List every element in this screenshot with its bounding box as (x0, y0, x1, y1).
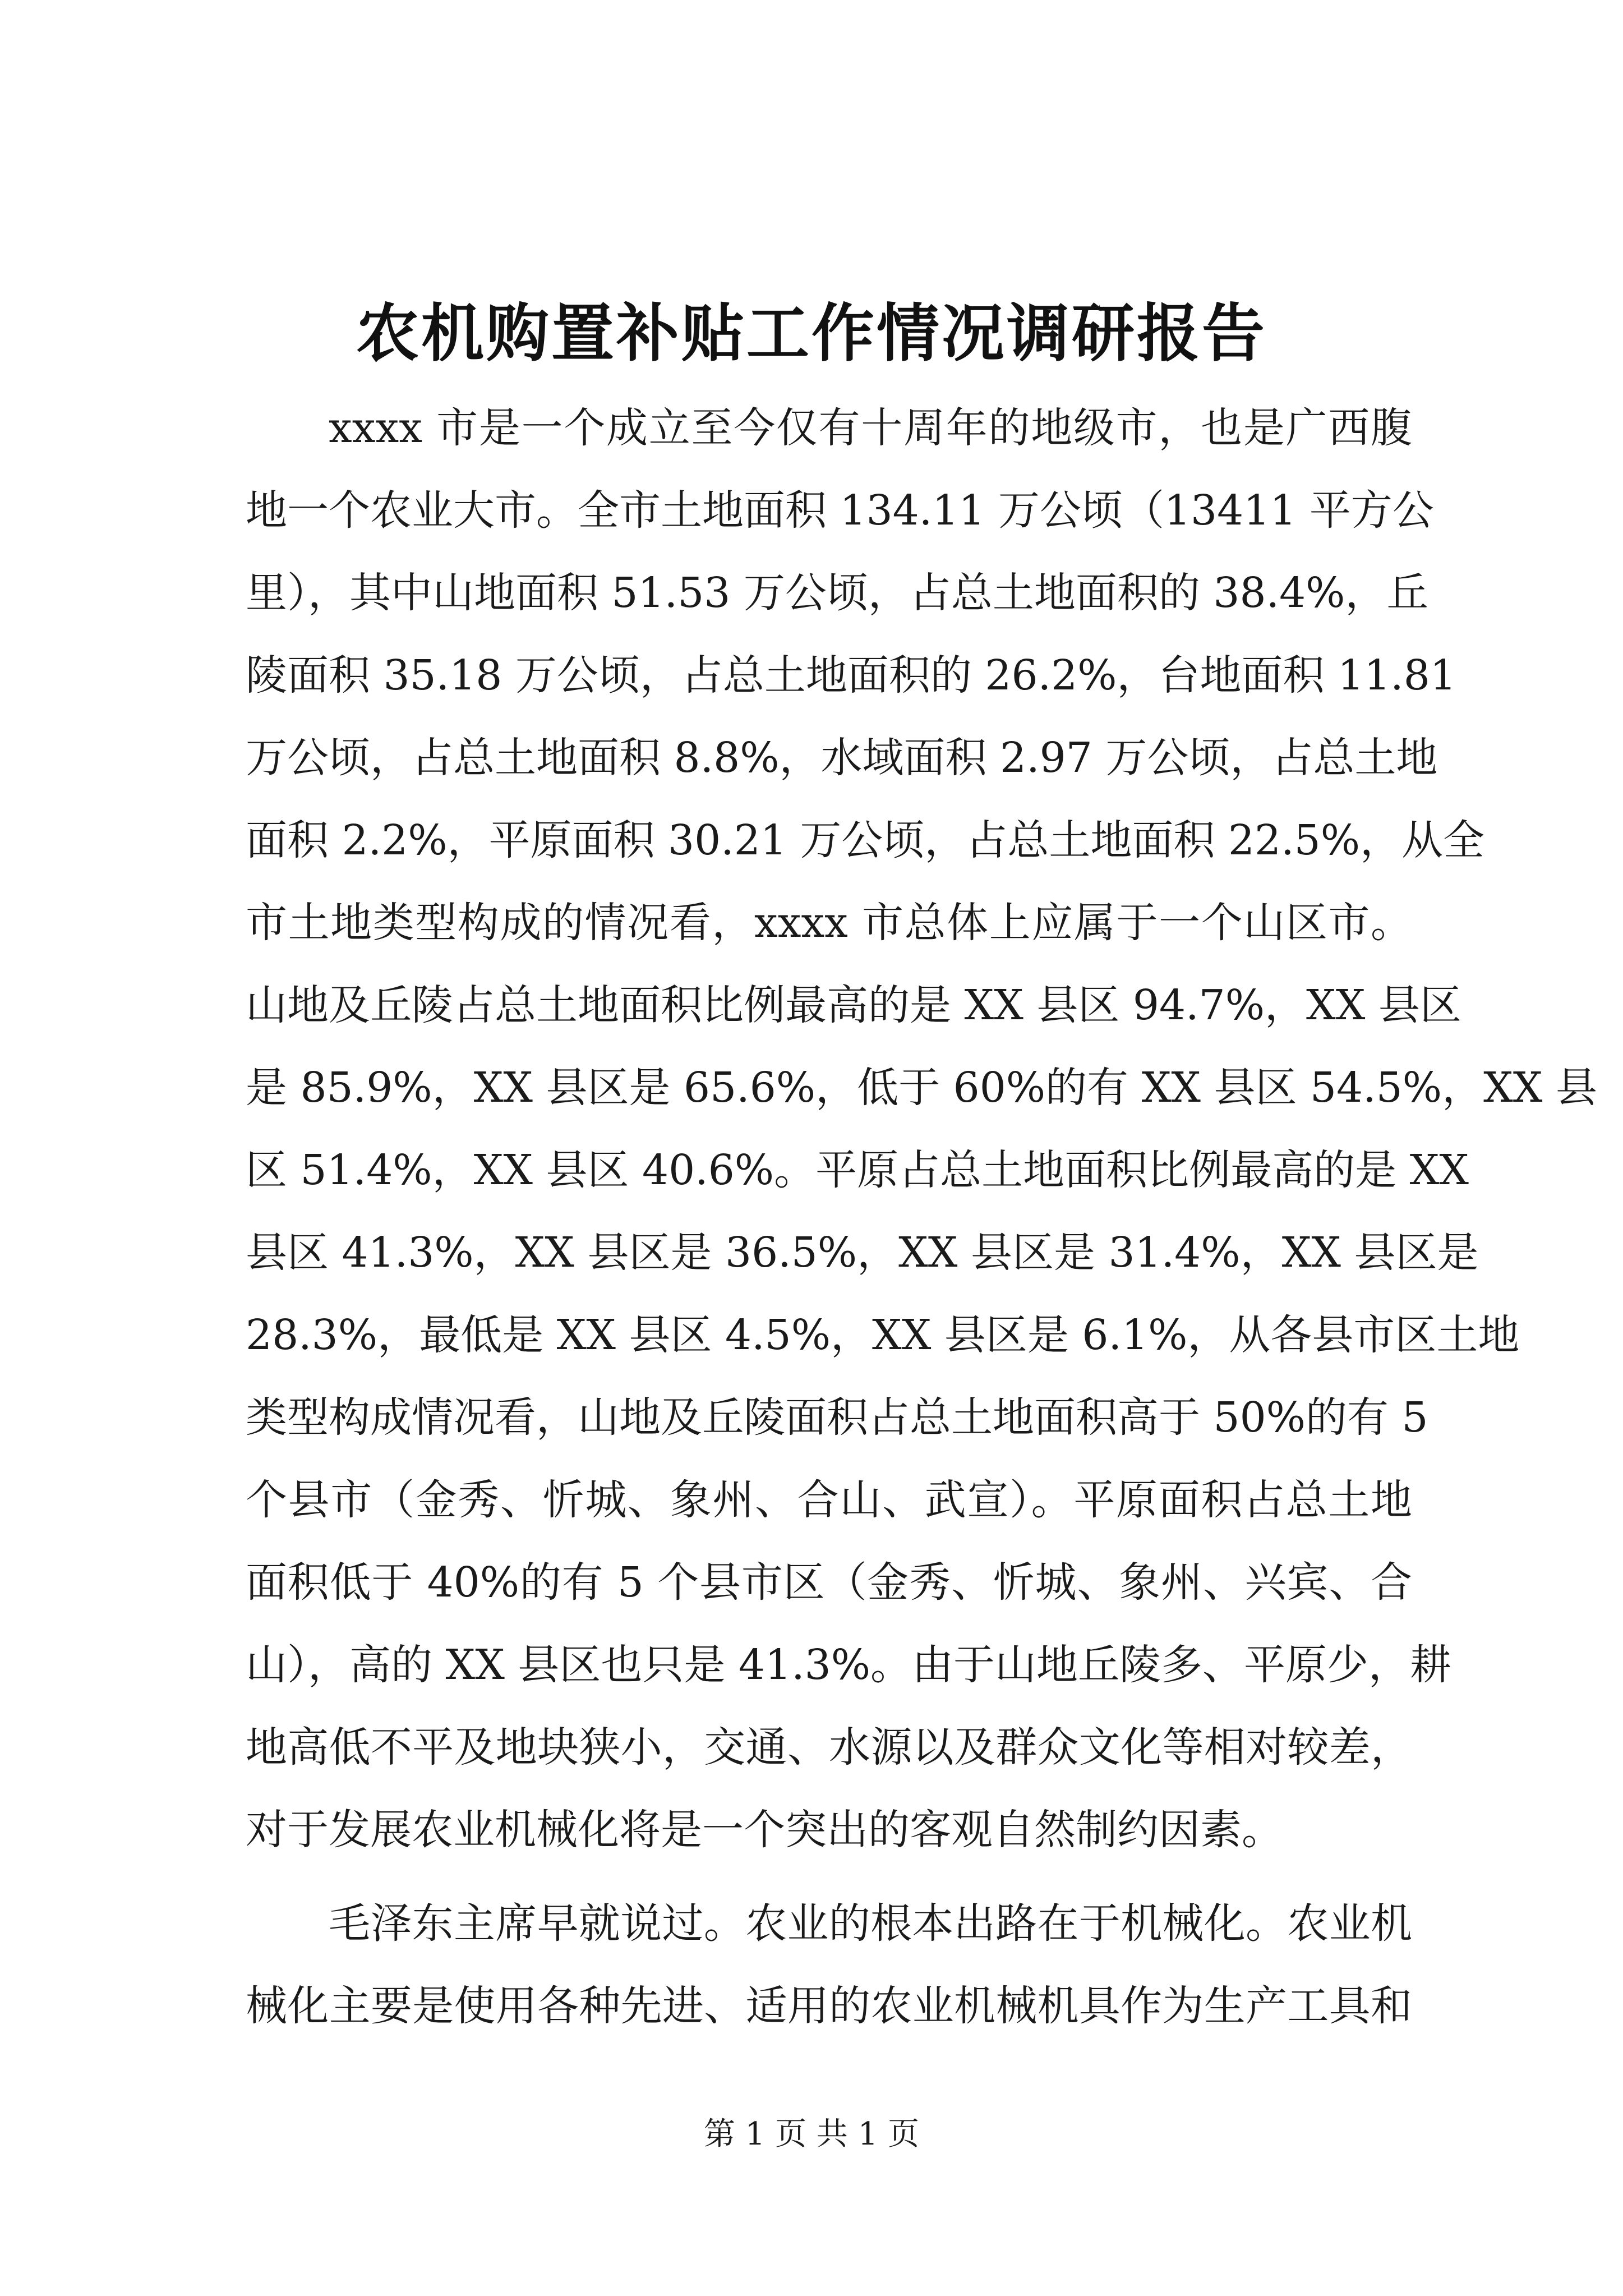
paragraph-gap (246, 1871, 1412, 1883)
paragraph (246, 387, 1597, 1871)
text-line: 地一个农业大市。全市土地面积 134.11 万公顷（13411 平方公 (246, 486, 1434, 535)
document-title: 农机购置补贴工作情况调研报告 (356, 297, 1267, 370)
text-line: xxxx 市是一个成立至今仅有十周年的地级市，也是广西腹 (329, 404, 1412, 452)
text-line: 类型构成情况看，山地及丘陵面积占总土地面积高于 50%的有 5 (246, 1393, 1428, 1442)
text-line: 面积 2.2%，平原面积 30.21 万公顷，占总土地面积 22.5%，从全 (246, 816, 1485, 864)
text-line: 陵面积 35.18 万公顷，占总土地面积的 26.2%，台地面积 11.81 (246, 651, 1456, 700)
text-line: 区 51.4%，XX 县区 40.6%。平原占总土地面积比例最高的是 XX (246, 1146, 1469, 1194)
text-line: 28.3%，最低是 XX 县区 4.5%，XX 县区是 6.1%，从各县市区土地 (246, 1311, 1520, 1359)
text-line: 是 85.9%，XX 县区是 65.6%，低于 60%的有 XX 县区 54.5%，XX 县 (246, 1064, 1597, 1112)
document-body (246, 387, 1597, 2047)
paragraph (246, 1883, 1412, 2047)
text-line: 县区 41.3%，XX 县区是 36.5%，XX 县区是 31.4%，XX 县区是 (246, 1228, 1479, 1277)
text-line: 地高低不平及地块狭小，交通、水源以及群众文化等相对较差， (246, 1723, 1412, 1772)
text-line: 山地及丘陵占总土地面积比例最高的是 XX 县区 94.7%，XX 县区 (246, 981, 1461, 1029)
text-line: 对于发展农业机械化将是一个突出的客观自然制约因素。 (246, 1806, 1283, 1854)
text-line: 毛泽东主席早就说过。农业的根本出路在于机械化。农业机 (329, 1899, 1412, 1948)
text-line: 里），其中山地面积 51.53 万公顷，占总土地面积的 38.4%，丘 (246, 569, 1428, 617)
text-line: 市土地类型构成的情况看，xxxx 市总体上应属于一个山区市。 (246, 899, 1412, 947)
text-line: 面积低于 40%的有 5 个县市区（金秀、忻城、象州、兴宾、合 (246, 1558, 1412, 1607)
text-line: 个县市（金秀、忻城、象州、合山、武宣）。平原面积占总土地 (246, 1476, 1412, 1524)
text-line: 山），高的 XX 县区也只是 41.3%。由于山地丘陵多、平原少，耕 (246, 1641, 1452, 1689)
text-line: 械化主要是使用各种先进、适用的农业机械机具作为生产工具和 (246, 1982, 1412, 2030)
page-footer: 第 1 页 共 1 页 (703, 2116, 920, 2152)
text-line: 万公顷，占总土地面积 8.8%，水域面积 2.97 万公顷，占总土地 (246, 734, 1438, 782)
